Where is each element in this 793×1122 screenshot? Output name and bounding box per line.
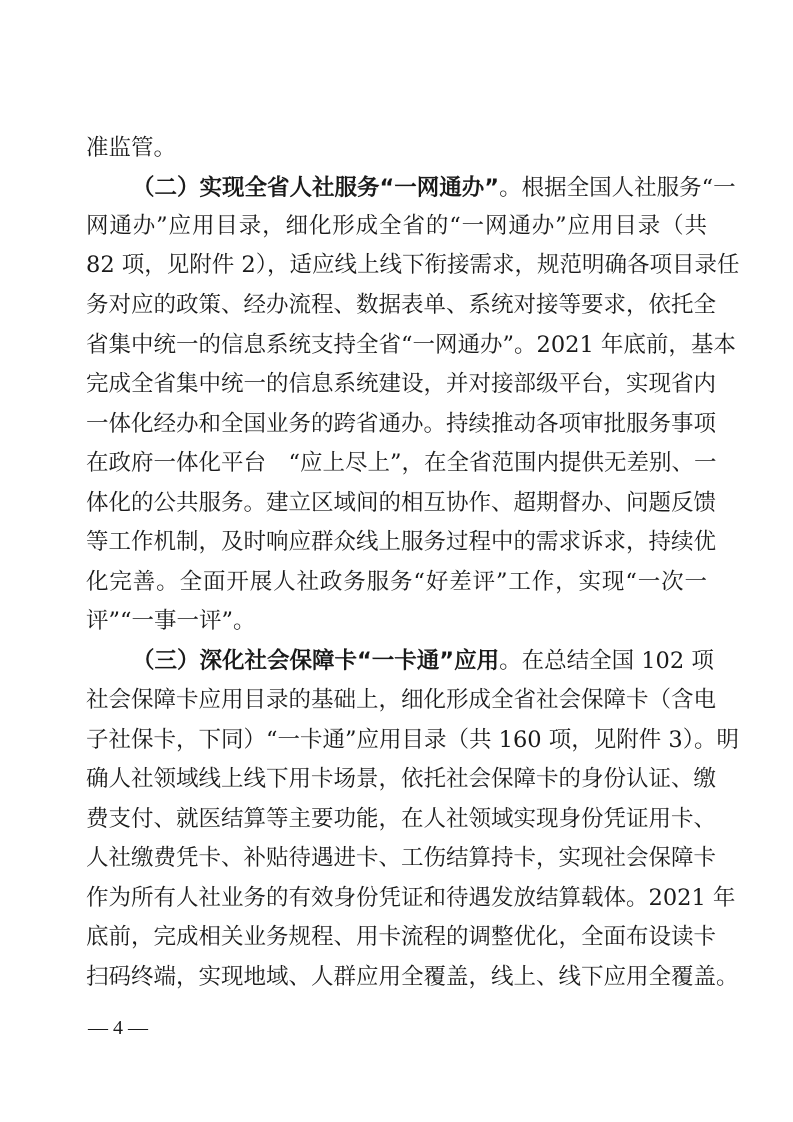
text-line: 作为所有人社业务的有效身份凭证和待遇发放结算载体。2021 年: [86, 885, 736, 911]
text-line: 底前，完成相关业务规程、用卡流程的调整优化，全面布设读卡: [86, 924, 717, 950]
text-line: 准监管。: [86, 135, 177, 161]
text-line: 体化的公共服务。建立区域间的相互协作、超期督办、问题反馈: [86, 490, 717, 516]
text-line: 确人社领域线上线下用卡场景，依托社会保障卡的身份认证、缴: [86, 766, 717, 792]
text-line: 化完善。全面开展人社政务服务“好差评”工作，实现“一次一: [86, 569, 707, 595]
section-heading: （二）实现全省人社服务“一网通办”: [132, 175, 500, 201]
text-line: 人社缴费凭卡、补贴待遇进卡、工伤结算持卡，实现社会保障卡: [86, 845, 717, 871]
text-line: 网通办”应用目录，细化形成全省的“一网通办”应用目录（共: [86, 213, 707, 239]
paragraph-2-first-line: [132, 173, 736, 203]
text-line: 评”“一事一评”。: [86, 608, 256, 634]
text-line: 费支付、就医结算等主要功能，在人社领域实现身份凭证用卡、: [86, 806, 717, 832]
paragraph-text: 。根据全国人社服务“一: [499, 175, 736, 201]
text-line: 在政府一体化平台 “应上尽上”，在全省范围内提供无差别、一: [86, 450, 717, 476]
text-line: 务对应的政策、经办流程、数据表单、系统对接等要求，依托全: [86, 292, 717, 318]
text-line: 子社保卡，下同）“一卡通”应用目录（共 160 项，见附件 3）。明: [86, 727, 739, 753]
text-line: 社会保障卡应用目录的基础上，细化形成全省社会保障卡（含电: [86, 687, 717, 713]
paragraph-3-first-line: [132, 646, 714, 676]
text-line: 扫码终端，实现地域、人群应用全覆盖，线上、线下应用全覆盖。: [86, 964, 739, 990]
page-number: — 4 —: [88, 1017, 148, 1039]
section-heading: （三）深化社会保障卡“一卡通”应用: [132, 648, 500, 674]
paragraph-text: 。在总结全国 102 项: [499, 648, 714, 674]
text-line: 完成全省集中统一的信息系统建设，并对接部级平台，实现省内: [86, 371, 717, 397]
text-line: 一体化经办和全国业务的跨省通办。持续推动各项审批服务事项: [86, 411, 717, 437]
text-line: 82 项，见附件 2），适应线上线下衔接需求，规范明确各项目录任: [86, 252, 740, 278]
text-line: 等工作机制，及时响应群众线上服务过程中的需求诉求，持续优: [86, 529, 717, 555]
text-line: 省集中统一的信息系统支持全省“一网通办”。2021 年底前，基本: [86, 332, 736, 358]
